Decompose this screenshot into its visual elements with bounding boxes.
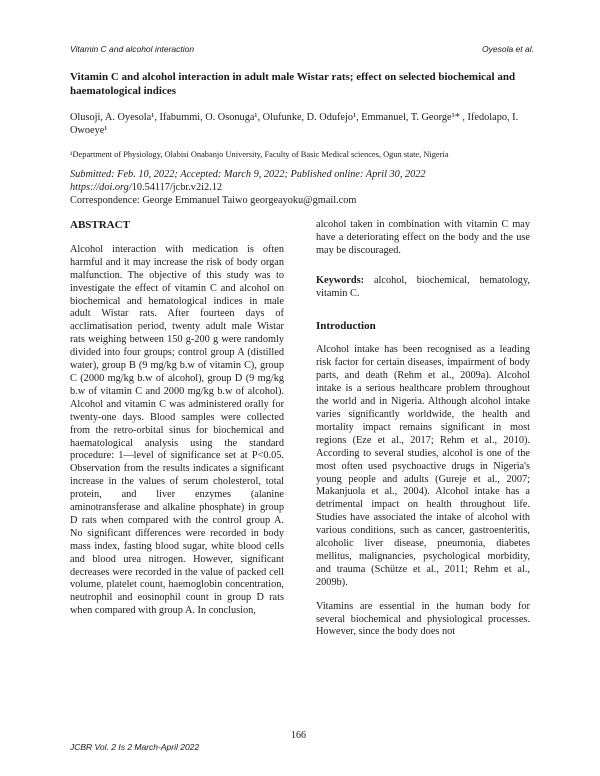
doi-line	[70, 181, 540, 194]
keywords-label: Keywords:	[316, 274, 365, 286]
journal-footer: JCBR Vol. 2 Is 2 March-April 2022	[70, 742, 200, 752]
abstract-heading: ABSTRACT	[70, 219, 130, 231]
paper-title: Vitamin C and alcohol interaction in adult male Wistar rats; effect on selected biochemical and haematological indices	[70, 71, 516, 97]
article-meta	[70, 168, 540, 207]
abstract-text: Alcohol interaction with medication is often harmful and it may increase the risk of body organ malfunction. The objective of this study was to investigate the effect of vitamin C and alcohol on biochemical and hematological indices in male adult Wistar rats. After fourteen days of acclimatisation period, twenty adult male Wistar rats weighing between 150 g-200 g were randomly divided into four groups; control group A (distilled water), group B (9 mg/kg b.w of vitamin C), group C (2000 mg/kg b.w of alcohol), group D (9 mg/kg b.w of vitamin C and 2000 mg/kg b.w of alcohol). Alcohol and vitamin C was administered orally for twenty-one days. Blood samples were collected from the retro-orbital sinus for biochemical and haematological analysis using the standard procedure: 1—level of significance set at P<0.05. Observation from the results indicates a significant increase in the values of serum cholesterol, total protein, and liver enzymes (alanine aminotransferase and alkaline phosphate) in group D rats when compared with the control group A. No significant differences were recorded in body mass index, fasting blood sugar, white blood cells and blood urea nitrogen. However, significant decreases were recorded in the value of packed cell volume, platelet count, haemoglobin concentration, neutrophil and eosinophil count in group D rats when compared with group A. In conclusion,	[70, 243, 284, 617]
right-column	[316, 219, 530, 639]
introduction-para-1: Alcohol intake has been recognised as a leading risk factor for certain diseases, impairment of body parts, and death (Rehm et al., 2009a). Alcohol intake is a serious healthcare problem throughout the world and in Nigeria. Although alcohol intake varies significantly worldwide, the health and mortality impact remains significant in most regions (Eze et al., 2017; Rehm et al., 2010). According to several studies, alcohol is one of the most often used psychoactive drugs in Nigeria's young people and adults (Gureje et al., 2007; Makanjuola et al., 2004). Alcohol intake has a detrimental impact on health throughout life. Studies have associated the intake of alcohol with various conditions, such as cancer, gastroenteritis, alcoholic liver disease, pneumonia, diabetes mellitus, malignancies, psychological morbidity, and trauma (Schütze et al., 2011; Rehm et al., 2009b).	[316, 344, 530, 588]
doi-suffix[interactable]: 10.54117/jcbr.v2i2.12	[131, 182, 222, 193]
introduction-heading: Introduction	[316, 319, 376, 332]
keywords-text: alcohol, biochemical, hematology, vitamin C.	[316, 274, 530, 299]
left-column	[70, 219, 284, 618]
author-list: Olusoji, A. Oyesola¹, Ifabummi, O. Osonuga¹, Olufunke, D. Odufejo¹, Emmanuel, T. George¹* , Ifedolapo, I. Owoeye¹	[70, 112, 519, 136]
publication-dates: Submitted: Feb. 10, 2022; Accepted: March 9, 2022; Published online: April 30, 2022	[70, 169, 426, 180]
running-authors: Oyesola et al.	[482, 44, 534, 54]
introduction-para-2: Vitamins are essential in the human body for several biochemical and physiological processes. However, since the body does not	[316, 600, 530, 638]
doi-prefix[interactable]: https://doi.org/	[70, 182, 132, 193]
correspondence: Correspondence: George Emmanuel Taiwo georgeayoku@gmail.com	[70, 195, 357, 206]
keywords	[316, 275, 530, 301]
affiliation: ¹Department of Physiology, Olabisi Onabanjo University, Faculty of Basic Medical sciences, Ogun state, Nigeria	[70, 150, 449, 159]
page-number: 166	[291, 730, 306, 741]
running-title: Vitamin C and alcohol interaction	[70, 44, 195, 54]
abstract-continuation: alcohol taken in combination with vitamin C may have a deteriorating effect on the body and the use may be discouraged.	[316, 219, 530, 256]
